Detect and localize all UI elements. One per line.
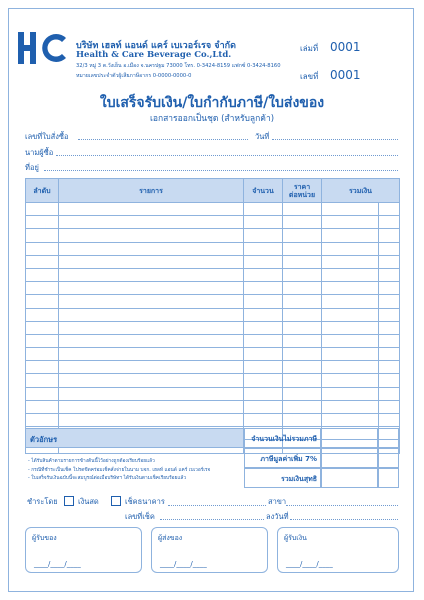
table-cell[interactable] (26, 414, 59, 427)
company-logo (18, 32, 70, 64)
table-cell[interactable] (283, 282, 322, 295)
table-cell[interactable] (283, 414, 322, 427)
table-cell[interactable] (379, 387, 400, 400)
table-cell[interactable] (322, 308, 379, 321)
table-row (26, 400, 400, 413)
table-cell[interactable] (379, 400, 400, 413)
table-cell[interactable] (59, 229, 244, 242)
table-cell[interactable] (379, 348, 400, 361)
table-cell[interactable] (244, 308, 283, 321)
table-cell[interactable] (59, 361, 244, 374)
document-subtitle: เอกสารออกเป็นชุด (สำหรับลูกค้า) (149, 114, 275, 124)
table-cell[interactable] (283, 374, 322, 387)
table-cell[interactable] (379, 229, 400, 242)
date-field[interactable] (272, 139, 398, 140)
table-cell[interactable] (322, 268, 379, 281)
address-field[interactable] (44, 170, 398, 171)
customer-field[interactable] (56, 155, 398, 156)
table-cell[interactable] (26, 374, 59, 387)
company-tax-id: หมายเลขประจำตัวผู้เสียภาษีอากร 0-0000-0000-0 (76, 73, 192, 79)
table-header-row (26, 179, 400, 203)
table-cell[interactable] (379, 282, 400, 295)
table-cell[interactable] (26, 387, 59, 400)
table-cell[interactable] (244, 203, 283, 216)
table-row (26, 308, 400, 321)
table-cell[interactable] (26, 268, 59, 281)
table-cell[interactable] (322, 374, 379, 387)
table-cell[interactable] (283, 321, 322, 334)
subtotal-label-cell (244, 428, 321, 448)
table-cell[interactable] (283, 361, 322, 374)
table-cell[interactable] (26, 229, 59, 242)
table-cell[interactable] (283, 387, 322, 400)
item-rows (26, 203, 400, 454)
table-cell[interactable] (322, 387, 379, 400)
table-cell[interactable] (59, 216, 244, 229)
table-row (26, 203, 400, 216)
table-cell[interactable] (26, 400, 59, 413)
table-cell[interactable] (322, 334, 379, 347)
cheque-checkbox[interactable] (111, 496, 121, 506)
note-line: - ได้รับสินค้าตามรายการข้างต้นนี้ไว้อย่างถูกต้องเรียบร้อยแล้ว (28, 459, 155, 464)
table-cell[interactable] (379, 361, 400, 374)
table-cell[interactable] (244, 268, 283, 281)
signature-date: ____/____/____ (34, 560, 81, 568)
table-cell[interactable] (283, 400, 322, 413)
cheque-date-field[interactable] (290, 519, 398, 520)
bank-field[interactable] (168, 505, 266, 506)
table-cell[interactable] (283, 268, 322, 281)
signature-label: ผู้รับของ (32, 534, 57, 542)
date-label: วันที่ (255, 132, 270, 141)
table-cell[interactable] (26, 334, 59, 347)
table-cell[interactable] (322, 282, 379, 295)
subtotal-satang[interactable] (378, 428, 399, 448)
table-cell[interactable] (26, 321, 59, 334)
book-number: 0001 (330, 40, 361, 54)
table-cell[interactable] (244, 361, 283, 374)
table-cell[interactable] (59, 387, 244, 400)
table-cell[interactable] (26, 242, 59, 255)
branch-label: สาขา (268, 497, 287, 506)
table-cell[interactable] (244, 216, 283, 229)
table-row (26, 295, 400, 308)
table-cell[interactable] (283, 308, 322, 321)
company-address: 32/3 หมู่ 3 ต.วังเย็น อ.เมือง จ.นครปฐม 73000 โทร. 0-3424-8159 แฟกซ์ 0-3424-8160 (76, 63, 281, 69)
table-cell[interactable] (379, 414, 400, 427)
cheque-label: เช็คธนาคาร (125, 497, 165, 506)
vat-satang[interactable] (378, 448, 399, 468)
table-cell[interactable] (26, 348, 59, 361)
table-cell[interactable] (244, 295, 283, 308)
table-cell[interactable] (322, 361, 379, 374)
table-cell[interactable] (322, 255, 379, 268)
table-row (26, 414, 400, 427)
table-cell[interactable] (379, 308, 400, 321)
table-cell[interactable] (59, 374, 244, 387)
terms-notes (28, 458, 210, 484)
document-title: ใบเสร็จรับเงิน/ใบกำกับภาษี/ใบส่งของ (99, 95, 325, 111)
total-label: รวมเงินสุทธิ (280, 475, 317, 483)
table-cell[interactable] (244, 387, 283, 400)
table-cell[interactable] (322, 400, 379, 413)
table-cell[interactable] (244, 400, 283, 413)
table-row (26, 361, 400, 374)
table-cell[interactable] (59, 321, 244, 334)
table-cell[interactable] (283, 203, 322, 216)
branch-field[interactable] (286, 505, 398, 506)
vat-label: ภาษีมูลค่าเพิ่ม 7% (260, 455, 317, 463)
table-cell[interactable] (26, 361, 59, 374)
vat-label-cell (244, 448, 321, 468)
table-cell[interactable] (322, 229, 379, 242)
items-table (25, 178, 400, 454)
cash-checkbox[interactable] (64, 496, 74, 506)
table-cell[interactable] (59, 414, 244, 427)
table-cell[interactable] (244, 282, 283, 295)
amount-in-words-box[interactable] (25, 428, 244, 448)
table-cell[interactable] (322, 242, 379, 255)
address-label: ที่อยู่ (25, 163, 39, 172)
document-number: 0001 (330, 68, 361, 82)
table-cell[interactable] (322, 414, 379, 427)
table-cell[interactable] (244, 334, 283, 347)
table-cell[interactable] (283, 295, 322, 308)
table-cell[interactable] (379, 216, 400, 229)
table-row (26, 216, 400, 229)
vat-value[interactable] (321, 448, 378, 468)
note-line: - กรณีที่ชำระเป็นเช็ค โปรดขีดคร่อมเช็คสั่งจ่ายในนาม บจก. เฮลท์ แอนด์ แคร์ เบเวอร์เรจ (28, 467, 211, 473)
table-cell[interactable] (244, 321, 283, 334)
table-cell[interactable] (379, 321, 400, 334)
cheque-number-label: เลขที่เช็ค (125, 512, 155, 521)
col-header-description: รายการ (59, 179, 244, 203)
table-cell[interactable] (244, 374, 283, 387)
table-cell[interactable] (59, 255, 244, 268)
table-row (26, 387, 400, 400)
subtotal-value[interactable] (321, 428, 378, 448)
table-cell[interactable] (59, 242, 244, 255)
table-cell[interactable] (379, 255, 400, 268)
book-label: เล่มที่ (300, 44, 319, 53)
customer-label: นามผู้ซื้อ (25, 148, 54, 157)
table-cell[interactable] (244, 414, 283, 427)
col-header-quantity: จำนวน (244, 179, 283, 203)
table-cell[interactable] (59, 268, 244, 281)
table-cell[interactable] (283, 229, 322, 242)
cash-label: เงินสด (78, 497, 99, 506)
amount-in-words-label: ตัวอักษร (30, 435, 58, 444)
table-row (26, 242, 400, 255)
table-row (26, 334, 400, 347)
table-row (26, 255, 400, 268)
po-number-label: เลขที่ใบสั่งซื้อ (25, 132, 69, 141)
payment-label: ชำระโดย (27, 497, 58, 506)
total-label-cell (244, 468, 321, 488)
signature-date: ____/____/____ (286, 560, 333, 568)
col-header-amount: รวมเงิน (322, 179, 400, 203)
table-cell[interactable] (59, 308, 244, 321)
signature-label: ผู้รับเงิน (284, 534, 307, 542)
total-value[interactable] (321, 468, 378, 488)
table-cell[interactable] (59, 334, 244, 347)
note-line: - ใบเสร็จรับเงินฉบับนี้จะสมบูรณ์ต่อเมื่อบริษัทฯ ได้รับเงินตามเช็คเรียบร้อยแล้ว (28, 476, 187, 481)
table-cell[interactable] (26, 295, 59, 308)
table-cell[interactable] (283, 334, 322, 347)
table-cell[interactable] (379, 203, 400, 216)
signature-date: ____/____/____ (160, 560, 207, 568)
table-row (26, 321, 400, 334)
table-cell[interactable] (283, 242, 322, 255)
table-cell[interactable] (26, 308, 59, 321)
table-cell[interactable] (59, 348, 244, 361)
table-cell[interactable] (379, 295, 400, 308)
table-cell[interactable] (26, 203, 59, 216)
signature-label: ผู้ส่งของ (158, 534, 183, 542)
subtotal-label: จำนวนเงินไม่รวมภาษี (251, 435, 317, 443)
table-cell[interactable] (244, 242, 283, 255)
table-cell[interactable] (322, 321, 379, 334)
document-number-label: เลขที่ (300, 72, 319, 81)
cheque-number-field[interactable] (160, 519, 264, 520)
table-cell[interactable] (379, 268, 400, 281)
col-header-no: ลำดับ (26, 179, 59, 203)
po-number-field[interactable] (78, 139, 248, 140)
col-header-unit-price: ราคา ต่อหน่วย (283, 179, 322, 203)
company-name-thai: บริษัท เฮลท์ แอนด์ แคร์ เบเวอร์เรจ จำกัด (76, 41, 236, 51)
table-cell[interactable] (244, 348, 283, 361)
table-cell[interactable] (322, 203, 379, 216)
table-cell[interactable] (322, 295, 379, 308)
table-cell[interactable] (26, 282, 59, 295)
table-cell[interactable] (379, 334, 400, 347)
receiver-signature-box[interactable] (25, 527, 142, 573)
sender-signature-box[interactable] (151, 527, 268, 573)
table-row (26, 229, 400, 242)
table-cell[interactable] (59, 282, 244, 295)
table-cell[interactable] (244, 229, 283, 242)
table-row (26, 348, 400, 361)
table-row (26, 374, 400, 387)
table-cell[interactable] (379, 374, 400, 387)
table-row (26, 282, 400, 295)
table-cell[interactable] (244, 255, 283, 268)
table-cell[interactable] (283, 348, 322, 361)
table-row (26, 268, 400, 281)
table-cell[interactable] (59, 295, 244, 308)
company-name-english: Health & Care Beverage Co.,Ltd. (76, 50, 232, 60)
table-cell[interactable] (283, 255, 322, 268)
table-cell[interactable] (379, 242, 400, 255)
table-cell[interactable] (283, 216, 322, 229)
table-cell[interactable] (59, 203, 244, 216)
table-cell[interactable] (322, 348, 379, 361)
table-cell[interactable] (26, 216, 59, 229)
collector-signature-box[interactable] (277, 527, 399, 573)
table-cell[interactable] (59, 400, 244, 413)
table-cell[interactable] (26, 255, 59, 268)
total-satang[interactable] (378, 468, 399, 488)
table-cell[interactable] (322, 216, 379, 229)
cheque-date-label: ลงวันที่ (266, 512, 289, 521)
